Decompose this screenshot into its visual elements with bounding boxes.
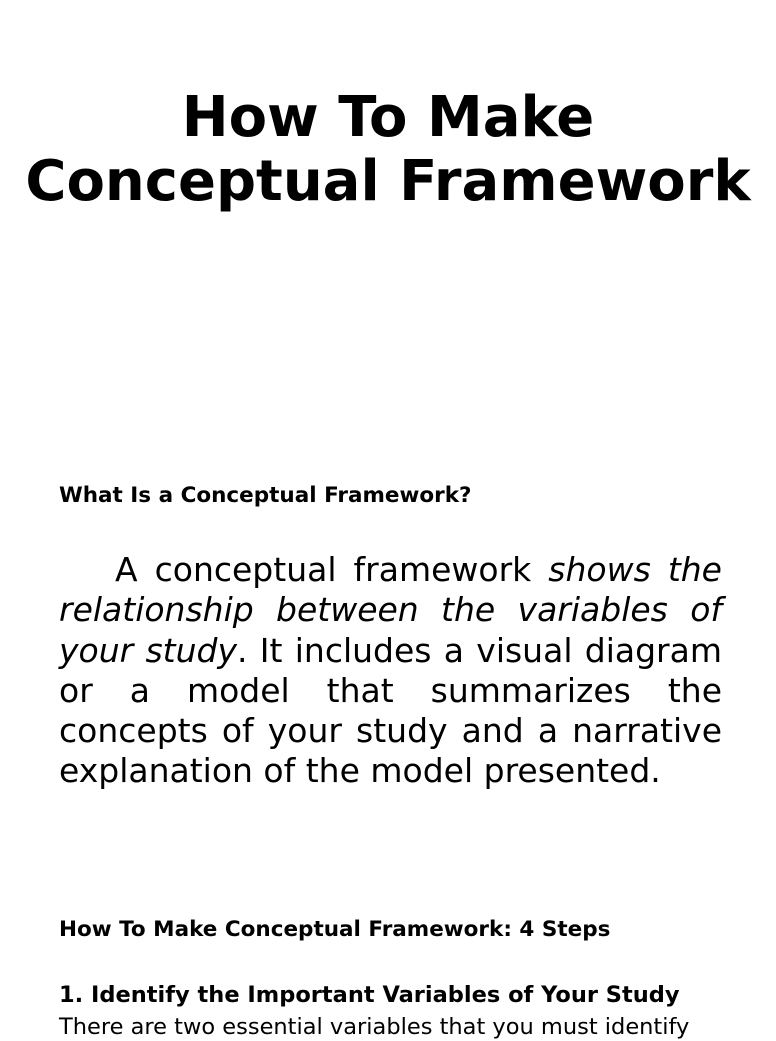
paragraph-rest: . It includes a visual diagram or a model that summarizes the concepts of your study and a narrative explanation of the model presented.: [59, 630, 722, 791]
definition-paragraph: [59, 550, 722, 792]
paragraph-emphasis: shows the relationship between the variables of your study: [59, 550, 722, 670]
step-1-heading: 1. Identify the Important Variables of Your Study: [59, 982, 680, 1008]
paragraph-intro: A conceptual framework: [115, 550, 549, 589]
document-title: How To Make Conceptual Framework: [25, 85, 751, 214]
steps-heading: How To Make Conceptual Framework: 4 Steps: [59, 917, 611, 942]
section-heading: What Is a Conceptual Framework?: [59, 483, 472, 508]
step-1-text: There are two essential variables that you must identify: [59, 1014, 690, 1040]
